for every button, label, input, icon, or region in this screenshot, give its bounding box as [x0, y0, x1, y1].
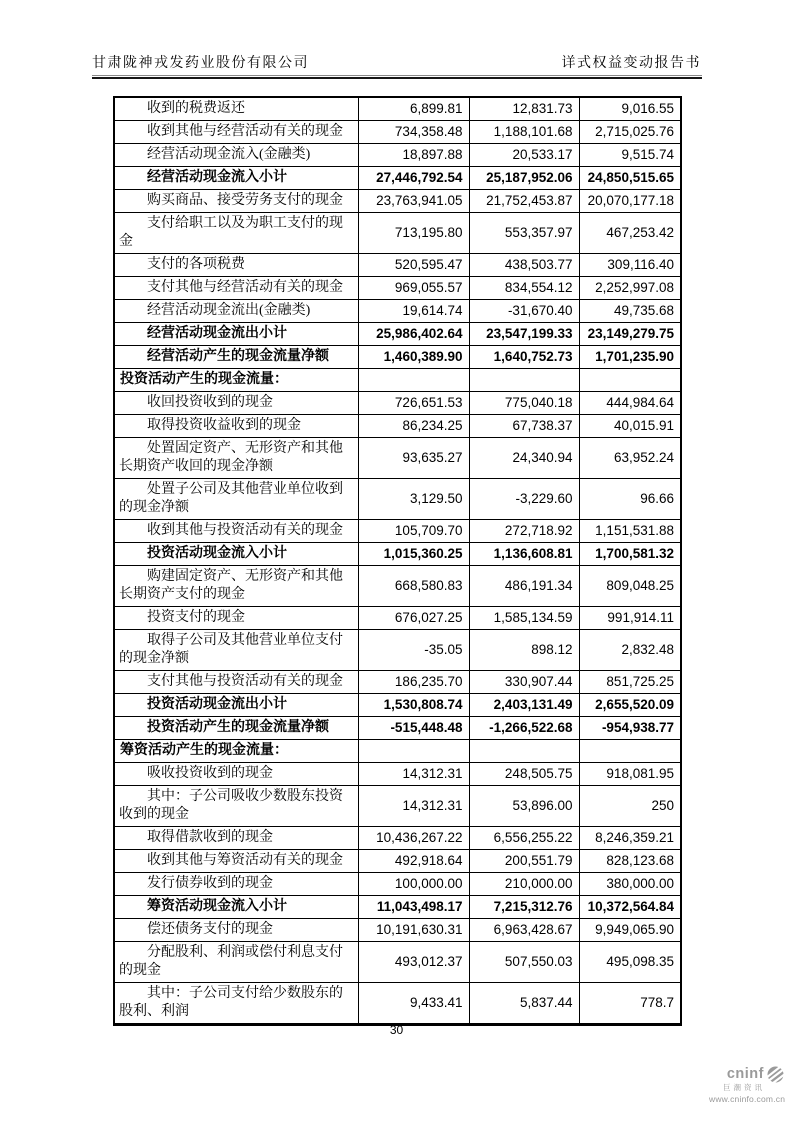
- row-value: 1,640,752.73: [469, 346, 579, 369]
- row-value: 23,547,199.33: [469, 323, 579, 346]
- row-value: 991,914.11: [579, 607, 681, 630]
- row-value: 10,372,564.84: [579, 896, 681, 919]
- row-value: [579, 369, 681, 392]
- table-row: [114, 438, 681, 479]
- table-row: [114, 786, 681, 827]
- row-label: 购买商品、接受劳务支付的现金: [114, 190, 358, 213]
- row-value: 8,246,359.21: [579, 827, 681, 850]
- row-value: -515,448.48: [358, 717, 469, 740]
- cash-flow-table-body: [114, 97, 681, 1025]
- row-value: 40,015.91: [579, 415, 681, 438]
- table-row: [114, 190, 681, 213]
- table-row: [114, 671, 681, 694]
- row-value: 14,312.31: [358, 763, 469, 786]
- row-label: 收到其他与投资活动有关的现金: [114, 520, 358, 543]
- row-label: 支付给职工以及为职工支付的现金: [114, 213, 358, 254]
- row-value: 210,000.00: [469, 873, 579, 896]
- row-value: 734,358.48: [358, 121, 469, 144]
- row-value: -3,229.60: [469, 479, 579, 520]
- row-value: 2,403,131.49: [469, 694, 579, 717]
- row-label: 支付的各项税费: [114, 254, 358, 277]
- row-value: 778.7: [579, 983, 681, 1025]
- row-value: 1,530,808.74: [358, 694, 469, 717]
- logo-url: www.cninfo.com.cn: [709, 1093, 786, 1104]
- row-value: 726,651.53: [358, 392, 469, 415]
- row-value: 19,614.74: [358, 300, 469, 323]
- row-value: 1,188,101.68: [469, 121, 579, 144]
- row-label: 取得借款收到的现金: [114, 827, 358, 850]
- row-label: 处置子公司及其他营业单位收到的现金净额: [114, 479, 358, 520]
- row-label: 发行债券收到的现金: [114, 873, 358, 896]
- row-value: 1,460,389.90: [358, 346, 469, 369]
- row-value: 9,949,065.90: [579, 919, 681, 942]
- row-value: 100,000.00: [358, 873, 469, 896]
- row-value: [579, 740, 681, 763]
- row-value: 486,191.34: [469, 566, 579, 607]
- row-label: 收到其他与经营活动有关的现金: [114, 121, 358, 144]
- row-value: 809,048.25: [579, 566, 681, 607]
- table-row: [114, 415, 681, 438]
- row-value: 49,735.68: [579, 300, 681, 323]
- table-row: [114, 873, 681, 896]
- row-value: 9,433.41: [358, 983, 469, 1025]
- row-label: 筹资活动现金流入小计: [114, 896, 358, 919]
- row-label: 经营活动现金流出小计: [114, 323, 358, 346]
- row-value: 2,832.48: [579, 630, 681, 671]
- row-label: 支付其他与经营活动有关的现金: [114, 277, 358, 300]
- table-row: [114, 630, 681, 671]
- row-value: 1,015,360.25: [358, 543, 469, 566]
- row-label: 处置固定资产、无形资产和其他长期资产收回的现金净额: [114, 438, 358, 479]
- row-label: 投资活动现金流出小计: [114, 694, 358, 717]
- row-value: 380,000.00: [579, 873, 681, 896]
- table-row: [114, 300, 681, 323]
- row-label: 筹资活动产生的现金流量：: [114, 740, 358, 763]
- table-row: [114, 479, 681, 520]
- page-header: [92, 52, 701, 72]
- row-value: 5,837.44: [469, 983, 579, 1025]
- row-value: 10,191,630.31: [358, 919, 469, 942]
- table-row: [114, 983, 681, 1025]
- row-value: 10,436,267.22: [358, 827, 469, 850]
- row-value: 25,986,402.64: [358, 323, 469, 346]
- table-row: [114, 369, 681, 392]
- row-label: 投资活动产生的现金流量净额: [114, 717, 358, 740]
- row-value: 492,918.64: [358, 850, 469, 873]
- row-label: 取得投资收益收到的现金: [114, 415, 358, 438]
- row-label: 支付其他与投资活动有关的现金: [114, 671, 358, 694]
- table-row: [114, 346, 681, 369]
- row-label: 收到的税费返还: [114, 97, 358, 121]
- row-value: [469, 740, 579, 763]
- row-value: 6,899.81: [358, 97, 469, 121]
- row-value: 86,234.25: [358, 415, 469, 438]
- row-value: 467,253.42: [579, 213, 681, 254]
- row-value: 7,215,312.76: [469, 896, 579, 919]
- row-label: 其中：子公司吸收少数股东投资收到的现金: [114, 786, 358, 827]
- cninfo-logo: [709, 1066, 785, 1104]
- row-value: 676,027.25: [358, 607, 469, 630]
- row-value: -954,938.77: [579, 717, 681, 740]
- row-value: 272,718.92: [469, 520, 579, 543]
- row-label: 购建固定资产、无形资产和其他长期资产支付的现金: [114, 566, 358, 607]
- row-value: 250: [579, 786, 681, 827]
- header-doc-title: 详式权益变动报告书: [561, 56, 701, 71]
- header-company-name: 甘肃陇神戎发药业股份有限公司: [92, 56, 309, 71]
- table-row: [114, 942, 681, 983]
- table-row: [114, 543, 681, 566]
- table-row: [114, 566, 681, 607]
- row-value: 27,446,792.54: [358, 167, 469, 190]
- row-value: [469, 369, 579, 392]
- row-value: 1,585,134.59: [469, 607, 579, 630]
- row-value: 828,123.68: [579, 850, 681, 873]
- row-value: 507,550.03: [469, 942, 579, 983]
- row-value: 63,952.24: [579, 438, 681, 479]
- row-value: -31,670.40: [469, 300, 579, 323]
- table-row: [114, 919, 681, 942]
- logo-brand-text: cninf: [726, 1066, 764, 1083]
- row-value: 898.12: [469, 630, 579, 671]
- row-value: 713,195.80: [358, 213, 469, 254]
- row-value: 969,055.57: [358, 277, 469, 300]
- row-value: 18,897.88: [358, 144, 469, 167]
- row-label: 经营活动现金流出(金融类): [114, 300, 358, 323]
- row-label: 经营活动产生的现金流量净额: [114, 346, 358, 369]
- row-value: 9,016.55: [579, 97, 681, 121]
- table-row: [114, 323, 681, 346]
- row-label: 其中：子公司支付给少数股东的股利、利润: [114, 983, 358, 1025]
- row-value: 493,012.37: [358, 942, 469, 983]
- row-value: [358, 740, 469, 763]
- row-value: 2,252,997.08: [579, 277, 681, 300]
- page-number: 30: [389, 1023, 404, 1037]
- row-value: 668,580.83: [358, 566, 469, 607]
- row-value: 1,136,608.81: [469, 543, 579, 566]
- row-value: 24,340.94: [469, 438, 579, 479]
- table-row: [114, 97, 681, 121]
- row-value: 6,556,255.22: [469, 827, 579, 850]
- cninfo-globe-icon: [766, 1066, 785, 1083]
- row-value: 23,149,279.75: [579, 323, 681, 346]
- row-label: 吸收投资收到的现金: [114, 763, 358, 786]
- row-value: 96.66: [579, 479, 681, 520]
- table-row: [114, 254, 681, 277]
- table-row: [114, 607, 681, 630]
- row-value: 53,896.00: [469, 786, 579, 827]
- header-divider: [92, 75, 702, 79]
- row-value: 330,907.44: [469, 671, 579, 694]
- row-value: 200,551.79: [469, 850, 579, 873]
- row-value: [358, 369, 469, 392]
- row-label: 取得子公司及其他营业单位支付的现金净额: [114, 630, 358, 671]
- row-value: 444,984.64: [579, 392, 681, 415]
- row-value: 25,187,952.06: [469, 167, 579, 190]
- row-value: 2,655,520.09: [579, 694, 681, 717]
- row-label: 经营活动现金流入(金融类): [114, 144, 358, 167]
- logo-brand-row: [709, 1066, 785, 1083]
- row-value: 553,357.97: [469, 213, 579, 254]
- row-value: 67,738.37: [469, 415, 579, 438]
- row-value: 1,701,235.90: [579, 346, 681, 369]
- row-value: 23,763,941.05: [358, 190, 469, 213]
- row-value: 6,963,428.67: [469, 919, 579, 942]
- row-value: 24,850,515.65: [579, 167, 681, 190]
- row-label: 分配股利、利润或偿付利息支付的现金: [114, 942, 358, 983]
- table-row: [114, 896, 681, 919]
- row-label: 收回投资收到的现金: [114, 392, 358, 415]
- row-value: 93,635.27: [358, 438, 469, 479]
- row-value: 520,595.47: [358, 254, 469, 277]
- table-row: [114, 121, 681, 144]
- row-value: 438,503.77: [469, 254, 579, 277]
- row-label: 收到其他与筹资活动有关的现金: [114, 850, 358, 873]
- row-value: 918,081.95: [579, 763, 681, 786]
- logo-chinese-name: 巨潮资讯: [723, 1083, 765, 1092]
- row-value: 9,515.74: [579, 144, 681, 167]
- table-row: [114, 763, 681, 786]
- row-value: 834,554.12: [469, 277, 579, 300]
- row-value: 20,070,177.18: [579, 190, 681, 213]
- row-value: 20,533.17: [469, 144, 579, 167]
- row-label: 投资支付的现金: [114, 607, 358, 630]
- table-row: [114, 167, 681, 190]
- table-row: [114, 694, 681, 717]
- table-row: [114, 717, 681, 740]
- row-value: 3,129.50: [358, 479, 469, 520]
- table-row: [114, 740, 681, 763]
- table-row: [114, 827, 681, 850]
- row-value: 2,715,025.76: [579, 121, 681, 144]
- table-row: [114, 520, 681, 543]
- row-value: -1,266,522.68: [469, 717, 579, 740]
- row-label: 经营活动现金流入小计: [114, 167, 358, 190]
- row-value: 14,312.31: [358, 786, 469, 827]
- row-value: 105,709.70: [358, 520, 469, 543]
- row-value: 11,043,498.17: [358, 896, 469, 919]
- row-value: 248,505.75: [469, 763, 579, 786]
- row-value: 21,752,453.87: [469, 190, 579, 213]
- row-label: 投资活动产生的现金流量：: [114, 369, 358, 392]
- cash-flow-table: [113, 96, 682, 1026]
- table-row: [114, 144, 681, 167]
- table-row: [114, 392, 681, 415]
- table-row: [114, 277, 681, 300]
- row-label: 偿还债务支付的现金: [114, 919, 358, 942]
- row-value: 495,098.35: [579, 942, 681, 983]
- row-label: 投资活动现金流入小计: [114, 543, 358, 566]
- row-value: 12,831.73: [469, 97, 579, 121]
- table-row: [114, 213, 681, 254]
- row-value: 186,235.70: [358, 671, 469, 694]
- row-value: 309,116.40: [579, 254, 681, 277]
- row-value: 1,700,581.32: [579, 543, 681, 566]
- row-value: -35.05: [358, 630, 469, 671]
- row-value: 1,151,531.88: [579, 520, 681, 543]
- table-row: [114, 850, 681, 873]
- row-value: 775,040.18: [469, 392, 579, 415]
- row-value: 851,725.25: [579, 671, 681, 694]
